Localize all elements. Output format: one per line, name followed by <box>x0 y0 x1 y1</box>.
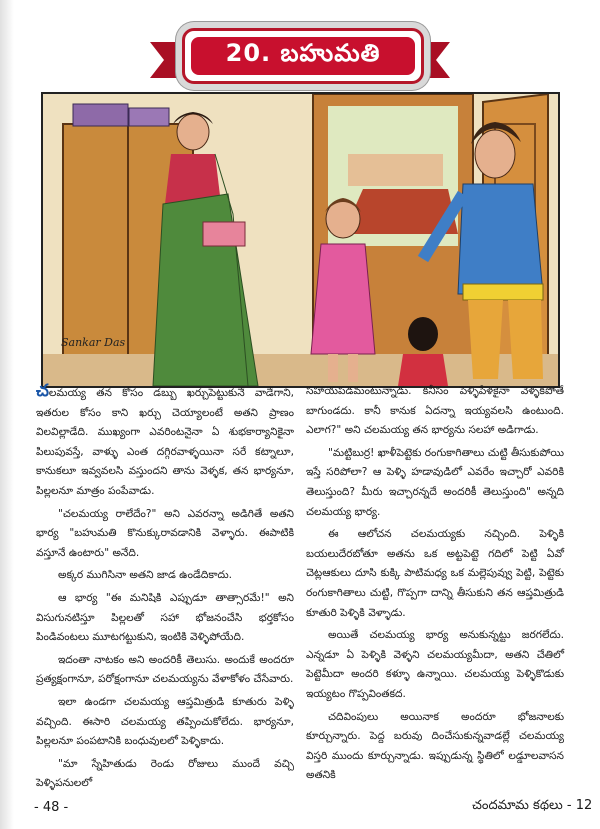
paragraph: "మట్టిబుర్ర! ఖాళీపెట్టెకు రంగుకాగితాలు చుట్టి తీసుకుపోయి ఇస్తే సరిపోలా? ఆ పెళ్ళి హడావుడిలో ఎవరేం ఇచ్చారో ఎవరికి తెలుస్తుంది? మీరు ఇచ్చారన్నదే అందరికీ తెలుస్తుంది" అన్నది చలమయ్య భార్య. <box>306 446 564 518</box>
paragraph: ఈ ఆలోచన చలమయ్యకు నచ్చింది. పెళ్ళికి బయలుదేరబోతూ అతను ఒక అట్టపెట్టె గదిలో పెట్టి ఏవో చెట్లఆకులు దూసి కుక్కి పాటిమధ్య ఒక మల్లెపువ్వు పెట్టి, పెట్టెకు రంగుకాగితాలు చుట్టి, గొప్పగా దాన్ని తీసుకుని తన ఆప్తమిత్రుడి కూతురి పెళ్ళికి వెళ్ళాడు. <box>306 528 564 619</box>
page-edge-shadow <box>0 0 14 829</box>
page-number: - 48 - <box>34 800 69 815</box>
paragraph-text: లమయ్య తన కోసం డబ్బు ఖర్చుపెట్టుకునే వాడేగాని, ఇతరుల కోసం కాని ఖర్చు చెయ్యాలంటే అతని ప్రాణం విలవిల్లాడేది. ముఖ్యంగా ఎవరింటనైనా ఏ శుభకార్యానికైనా పిలుపువస్తే, వాళ్ళు ఎంత దగ్గిరవాళ్ళయినా సరే కట్నాలూ, కానుకలూ ఇవ్వవలసి వస్తుందని తాను వెళ్ళక, తన భార్యనూ, పిల్లలనూ మాత్రం పంపేవాడు. <box>36 387 294 497</box>
paragraph: "చలమయ్య రాలేదేం?" అని ఎవరన్నా అడిగితే అతని భార్య "బహుమతి కొనుక్కురావడానికి వెళ్ళారు. ఈపాటికి వస్తూనే ఉంటారు" అనేది. <box>36 507 294 559</box>
paragraph <box>36 382 294 502</box>
paragraph: చదివింపులు అయినాక అందరూ భోజనాలకు కూర్చున్నారు. పెద్ద బరువు దించేసుకున్నవాడల్లే చలమయ్య విస్తరి ముందు కూర్చున్నాడు. ఇప్పుడున్న స్థితిలో లడ్డూలవాసన అతనికి <box>306 710 564 782</box>
paragraph: అయితే చలమయ్య భార్య అనుకున్నట్టు జరగలేదు. ఎన్నడూ ఏ పెళ్ళికి వెళ్ళని చలమయ్యమీదా, అతని చేతిలో పెట్టెమీదా అందరి కళ్ళూ ఉన్నాయి. చలమయ్య పెళ్ళికొడుకు ఇయ్యటం గొప్పవింతకద. <box>306 629 564 700</box>
paragraph: ఆ భార్య "ఈ మనిషికి ఎప్పుడూ తాత్సారమే!" అని విసుగునటిస్తూ పిల్లలతో సహా భోజనంచేసి భర్తకోసం పిండివంటలు మూటగట్టుకుని, ఇంటికి వెళ్ళిపోయేది. <box>36 591 294 644</box>
text-column-left <box>36 382 294 797</box>
title-frame <box>182 28 424 84</box>
illustrator-signature: Sankar Das <box>61 336 126 349</box>
paragraph: "మా స్నేహితుడు రెండు రోజులు ముందే వచ్చి పెళ్ళిపనులలో <box>36 757 294 790</box>
paragraph: సహాయపడమంటున్నాడు. కనీసం పెళ్ళిపేళకైనా వెళ్ళకపోతే బాగుండదు. కానీ కానుక ఏదన్నా ఇయ్యవలసి ఉంటుంది. ఎలాగ?" అని చలమయ్య తన భార్యను సలహా అడిగాడు. <box>306 385 564 437</box>
paragraph: అక్కర ముగిసినా అతని జాడ ఉండేదికాదు. <box>58 569 233 582</box>
drop-cap: చ <box>36 381 49 401</box>
text-column-right <box>306 382 564 789</box>
story-title: 20. బహుమతి <box>191 37 415 75</box>
paragraph: ఇదంతా నాటకం అని అందరికీ తెలుసు. అందుకే అందరూ ప్రత్యక్షంగానూ, పరోక్షంగానూ చలమయ్యను వేళాకోళం చేసేవారు. <box>36 653 294 686</box>
book-name: చందమామ కథలు - 12 <box>472 798 593 813</box>
paragraph: ఇలా ఉండగా చలమయ్య ఆప్తమిత్రుడి కూతురు పెళ్ళి వచ్చింది. ఈసారి చలమయ్య తప్పించుకోలేదు. భార్యనూ, పిల్లలనూ పంపటానికి బంధువులలో పెళ్ళికాదు. <box>36 695 294 748</box>
story-illustration <box>41 92 560 388</box>
